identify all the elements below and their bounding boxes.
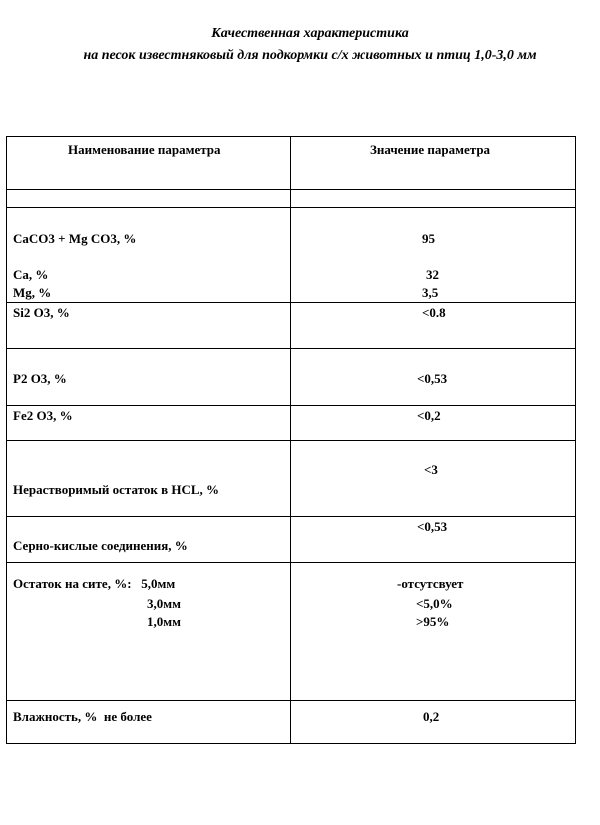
table-divider <box>6 302 576 303</box>
table-divider <box>6 562 576 563</box>
table-divider <box>6 189 576 190</box>
row-insoluble-label: Нерастворимый остаток в HCL, % <box>13 482 220 497</box>
row-fe2o3-value: <0,2 <box>417 408 441 423</box>
table-border-top <box>6 136 576 137</box>
row-sieve-label: Остаток на сите, %: 5,0мм <box>13 576 176 591</box>
table-divider <box>6 440 576 441</box>
row-sieve-sub2: 1,0мм <box>147 614 181 629</box>
table-divider <box>6 516 576 517</box>
table-border-left <box>6 136 7 744</box>
table-divider <box>6 405 576 406</box>
row-fe2o3-label: Fe2 O3, % <box>13 408 73 423</box>
row-p2o3-label: P2 O3, % <box>13 371 67 386</box>
row-ca-value: 32 <box>426 267 439 282</box>
table-divider <box>6 207 576 208</box>
row-sieve-sub1: 3,0мм <box>147 596 181 611</box>
row-sulfuric-label: Серно-кислые соединения, % <box>13 538 188 553</box>
table-column-divider <box>290 136 291 744</box>
document-title: Качественная характеристика <box>211 26 409 41</box>
table-divider <box>6 348 576 349</box>
document-subtitle: на песок известняковый для подкормки с/х животных и птиц 1,0-3,0 мм <box>83 48 537 63</box>
row-moisture-label: Влажность, % не более <box>13 709 152 724</box>
header-parameter-value: Значение параметра <box>370 142 491 157</box>
row-sulfuric-value: <0,53 <box>417 519 448 534</box>
row-p2o3-value: <0,53 <box>417 371 448 386</box>
row-caco3-value: 95 <box>422 231 435 246</box>
row-sio2-label: Si2 O3, % <box>13 305 70 320</box>
row-insoluble-value: <3 <box>424 462 438 477</box>
table-divider <box>6 700 576 701</box>
row-moisture-value: 0,2 <box>423 709 440 724</box>
table-border-right <box>575 136 576 744</box>
table-border-bottom <box>6 743 576 744</box>
row-sieve-value2: <5,0% <box>416 596 453 611</box>
row-ca-label: Ca, % <box>13 267 49 282</box>
row-caco3-label: CaCO3 + Mg CO3, % <box>13 231 137 246</box>
row-sio2-value: <0.8 <box>422 305 446 320</box>
row-mg-value: 3,5 <box>422 285 439 300</box>
row-sieve-value1: -отсутсвует <box>397 576 464 591</box>
header-parameter-name: Наименование параметра <box>68 142 221 157</box>
row-mg-label: Mg, % <box>13 285 52 300</box>
row-sieve-value3: >95% <box>416 614 450 629</box>
